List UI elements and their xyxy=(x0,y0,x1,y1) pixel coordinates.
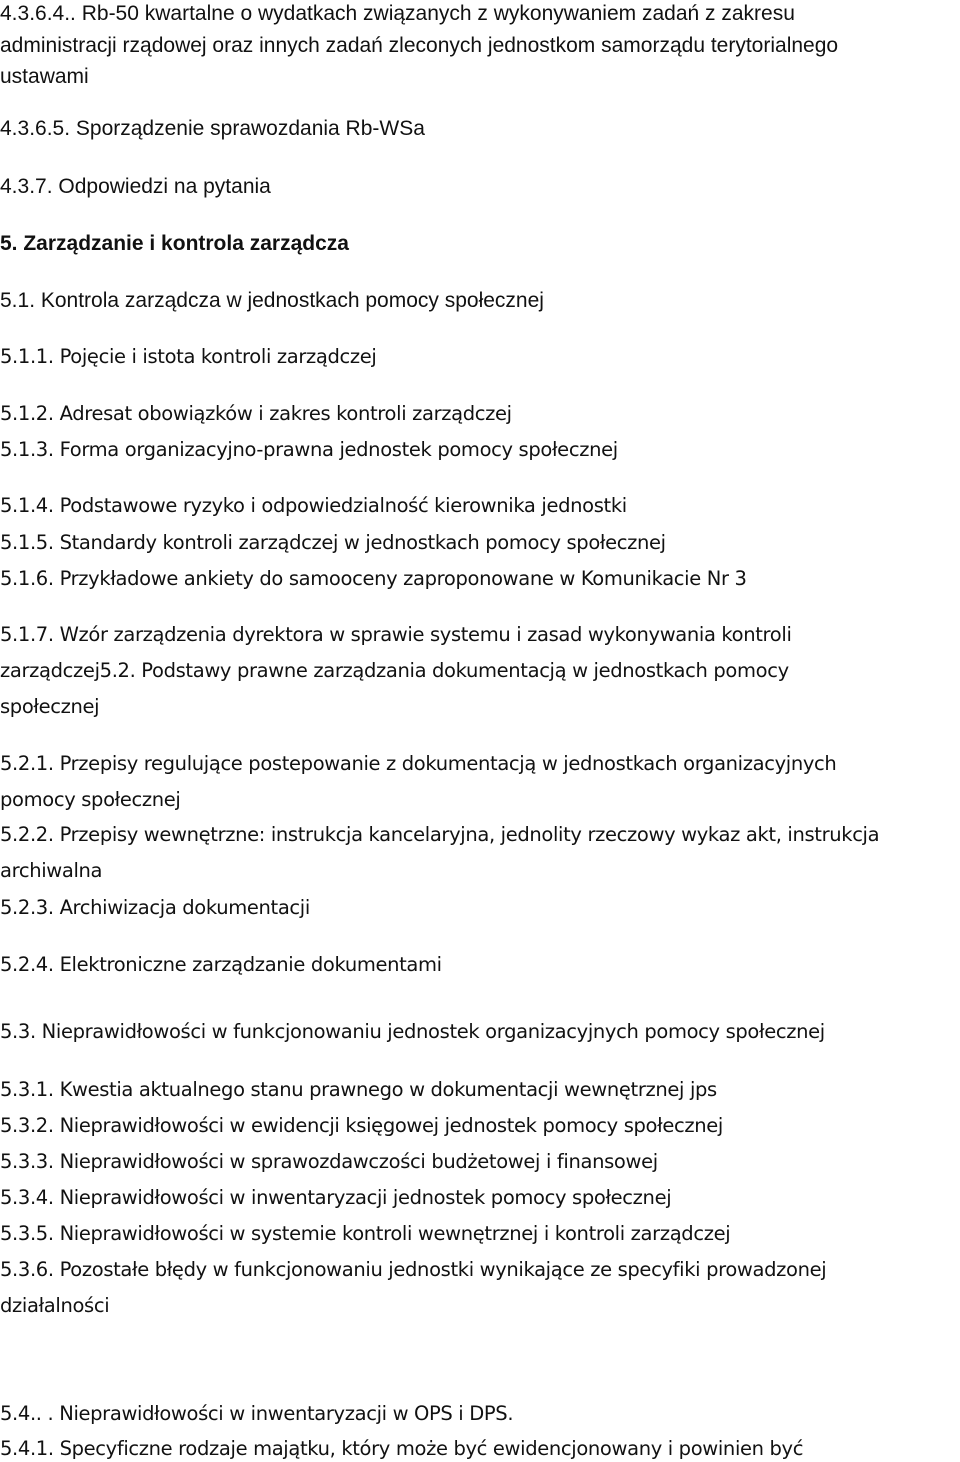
toc-line: 5.3.5. Nieprawidłowości w systemie kontroli wewnętrznej i kontroli zarządczej xyxy=(0,1222,731,1245)
toc-line: 5.1.6. Przykładowe ankiety do samooceny zaproponowane w Komunikacie Nr 3 xyxy=(0,567,747,590)
toc-line: 5.2.4. Elektroniczne zarządzanie dokumentami xyxy=(0,953,442,976)
toc-line: 5.3.2. Nieprawidłowości w ewidencji księgowej jednostek pomocy społecznej xyxy=(0,1114,723,1137)
toc-line: 5.4.1. Specyficzne rodzaje majątku, który może być ewidencjonowany i powinien być xyxy=(0,1437,804,1460)
toc-line-continuation: ustawami xyxy=(0,65,89,88)
toc-line: 5.1.2. Adresat obowiązków i zakres kontroli zarządczej xyxy=(0,402,512,425)
toc-line-odpowiedzi: 4.3.7. Odpowiedzi na pytania xyxy=(0,175,271,198)
toc-line: zarządczej5.2. Podstawy prawne zarządzania dokumentacją w jednostkach pomocy xyxy=(0,659,789,682)
toc-line: 5.1.5. Standardy kontroli zarządczej w jednostkach pomocy społecznej xyxy=(0,531,666,554)
toc-line: 5.1.4. Podstawowe ryzyko i odpowiedzialność kierownika jednostki xyxy=(0,494,627,517)
toc-line: działalności xyxy=(0,1294,110,1317)
toc-chapter-heading: 5. Zarządzanie i kontrola zarządcza xyxy=(0,232,349,255)
toc-line-rb50: 4.3.6.4.. Rb-50 kwartalne o wydatkach związanych z wykonywaniem zadań z zakresu xyxy=(0,2,795,25)
toc-line: 5.2.3. Archiwizacja dokumentacji xyxy=(0,896,310,919)
toc-line: archiwalna xyxy=(0,859,103,882)
toc-section-heading: 5.1. Kontrola zarządcza w jednostkach pomocy społecznej xyxy=(0,289,544,312)
toc-line: społecznej xyxy=(0,695,100,718)
toc-line: pomocy społecznej xyxy=(0,788,181,811)
toc-line: 5.3.1. Kwestia aktualnego stanu prawnego w dokumentacji wewnętrznej jps xyxy=(0,1078,717,1101)
toc-line: 5.1.7. Wzór zarządzenia dyrektora w sprawie systemu i zasad wykonywania kontroli xyxy=(0,623,792,646)
toc-line-continuation: administracji rządowej oraz innych zadań zleconych jednostkom samorządu terytorialnego xyxy=(0,34,839,57)
toc-line: 5.4.. . Nieprawidłowości w inwentaryzacji w OPS i DPS. xyxy=(0,1402,514,1425)
toc-line: 5.3.4. Nieprawidłowości w inwentaryzacji jednostek pomocy społecznej xyxy=(0,1186,672,1209)
toc-line: 5.3.3. Nieprawidłowości w sprawozdawczości budżetowej i finansowej xyxy=(0,1150,658,1173)
toc-line: 5.1.1. Pojęcie i istota kontroli zarządczej xyxy=(0,345,377,368)
toc-line: 5.3. Nieprawidłowości w funkcjonowaniu jednostek organizacyjnych pomocy społecznej xyxy=(0,1020,825,1043)
toc-line: 5.3.6. Pozostałe błędy w funkcjonowaniu jednostki wynikające ze specyfiki prowadzonej xyxy=(0,1258,827,1281)
toc-line-rb-wsa: 4.3.6.5. Sporządzenie sprawozdania Rb-WSa xyxy=(0,117,425,140)
toc-line: 5.2.2. Przepisy wewnętrzne: instrukcja kancelaryjna, jednolity rzeczowy wykaz akt, instrukcja xyxy=(0,823,880,846)
toc-line: 5.2.1. Przepisy regulujące postepowanie z dokumentacją w jednostkach organizacyjnych xyxy=(0,752,837,775)
toc-line: 5.1.3. Forma organizacyjno-prawna jednostek pomocy społecznej xyxy=(0,438,618,461)
